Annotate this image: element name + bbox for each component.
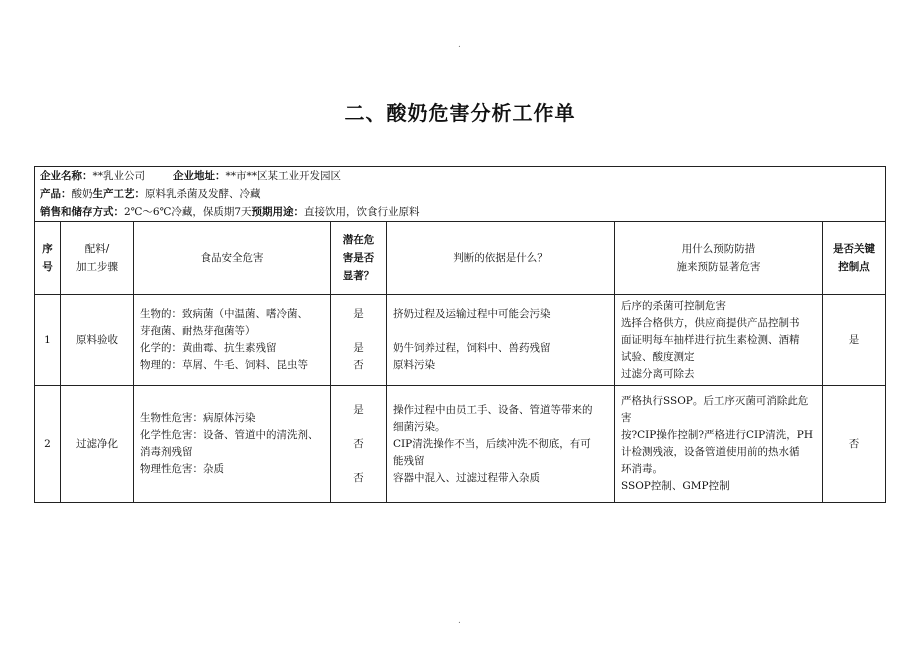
- process-value: 原料乳杀菌及发酵、冷藏: [145, 188, 261, 200]
- row2-measure-line: 严格执行SSOP。后工序灭菌可消除此危: [621, 395, 809, 407]
- header-seq-line2: 号: [42, 261, 53, 273]
- product-value: 酸奶: [71, 188, 93, 200]
- row1-hazard-line: 物理的：草屑、牛毛、饲料、昆虫等: [140, 359, 308, 371]
- row1-significant-bio: 是: [353, 308, 364, 320]
- row2-ccp: 否: [823, 386, 886, 503]
- document-title: 二、酸奶危害分析工作单: [344, 101, 576, 125]
- info-line-product: [40, 185, 880, 203]
- row1-hazard-line: 化学的：黄曲霉、抗生素残留: [140, 342, 277, 354]
- use-label: 预期用途：: [251, 206, 305, 218]
- row1-measures: [615, 295, 823, 386]
- header-seq: [35, 222, 61, 295]
- row2-measure-line: 按?CIP操作控制?严格进行CIP清洗，PH: [621, 429, 813, 441]
- row2-basis-line: 能残留: [393, 454, 425, 467]
- table-row: [35, 386, 886, 503]
- row1-basis-line: 原料污染: [393, 359, 435, 371]
- row2-hazard-line: 化学性危害：设备、管道中的清洗剂、: [140, 429, 319, 441]
- row1-hazards: [134, 295, 331, 386]
- row2-significant: [331, 386, 387, 503]
- use-value: 直接饮用，饮食行业原料: [304, 206, 420, 218]
- row2-significant-phys: 否: [353, 471, 364, 484]
- row1-measure-line: 选择合格供方，供应商提供产品控制书: [621, 316, 800, 329]
- row1-seq: 1: [35, 295, 61, 386]
- row1-significant-phys: 否: [353, 359, 364, 371]
- row2-basis: [387, 386, 615, 503]
- row1-basis-line: 挤奶过程及运输过程中可能会污染: [393, 308, 551, 320]
- process-label: 生产工艺：: [92, 188, 145, 200]
- row1-hazard-line: 芽孢菌、耐热芽孢菌等）: [140, 325, 256, 337]
- row1-step: 原料验收: [61, 295, 134, 386]
- header-significant-line2: 害是否: [342, 252, 375, 264]
- row1-significant: [331, 295, 387, 386]
- header-measure: [615, 222, 823, 295]
- row2-hazard-line: 物理性危害：杂质: [140, 463, 224, 475]
- row2-seq: 2: [35, 386, 61, 503]
- page-top-dot: .: [458, 40, 461, 50]
- header-significant-line1: 潜在危: [342, 234, 375, 246]
- header-significant: [331, 222, 387, 295]
- header-basis: 判断的依据是什么？: [387, 222, 615, 295]
- storage-value: 2℃～6℃冷藏，保质期7天: [124, 206, 252, 218]
- company-info-cell: [35, 167, 886, 222]
- row1-measure-line: 过滤分离可除去: [621, 367, 695, 380]
- row2-measures: [615, 386, 823, 503]
- header-step: [61, 222, 134, 295]
- row1-basis-line: 奶牛饲养过程，饲料中、兽药残留: [393, 342, 551, 354]
- row2-hazard-line: 生物性危害：病原体污染: [140, 412, 256, 424]
- row2-hazard-line: 消毒剂残留: [140, 446, 193, 458]
- row1-ccp: 是: [823, 295, 886, 386]
- info-line-company: [40, 167, 880, 185]
- header-hazard: 食品安全危害: [134, 222, 331, 295]
- header-step-line2: 加工步骤: [76, 261, 118, 273]
- row1-hazard-line: 生物的：致病菌（中温菌、嗜冷菌、: [140, 308, 308, 320]
- header-step-line1: 配料/: [84, 243, 110, 255]
- info-row: [35, 167, 886, 222]
- address-label: 企业地址：: [173, 170, 226, 182]
- header-ccp-line2: 控制点: [838, 261, 870, 273]
- row2-measure-line: 害: [621, 412, 632, 424]
- row1-measure-line: 面证明每车抽样进行抗生素检测、酒精: [621, 333, 800, 346]
- header-significant-line3: 显著？: [342, 270, 375, 282]
- header-row: [35, 222, 886, 295]
- row1-basis: [387, 295, 615, 386]
- header-ccp: [823, 222, 886, 295]
- row2-step: 过滤净化: [61, 386, 134, 503]
- company-value: **乳业公司: [92, 170, 145, 182]
- row2-measure-line: 环消毒。: [621, 463, 663, 475]
- row1-measure-line: 试验、酸度测定: [621, 350, 695, 363]
- hazard-analysis-table: [34, 166, 886, 503]
- table-row: [35, 295, 886, 386]
- page-bottom-dot: .: [458, 616, 461, 626]
- header-measure-line1: 用什么预防防措: [681, 243, 756, 255]
- row2-hazards: [134, 386, 331, 503]
- header-ccp-line1: 是否关键: [833, 243, 876, 255]
- row2-measure-line: 计检测残液，设备管道使用前的热水循: [621, 446, 800, 458]
- row2-basis-line: 操作过程中由员工手、设备、管道等带来的: [393, 403, 593, 416]
- address-value: **市**区某工业开发园区: [225, 170, 341, 182]
- row2-significant-chem: 否: [353, 437, 364, 450]
- header-seq-line1: 序: [42, 243, 53, 255]
- row2-basis-line: 细菌污染。: [393, 420, 446, 433]
- company-label: 企业名称：: [40, 170, 93, 182]
- storage-label: 销售和储存方式：: [40, 206, 124, 218]
- row1-measure-line: 后序的杀菌可控制危害: [621, 299, 726, 312]
- row2-measure-line: SSOP控制、GMP控制: [621, 480, 730, 492]
- row1-significant-chem: 是: [353, 342, 364, 354]
- row2-basis-line: 容器中混入、过滤过程带入杂质: [393, 471, 540, 484]
- header-measure-line2: 施来预防显著危害: [676, 261, 761, 273]
- info-line-storage: [40, 203, 880, 221]
- row2-significant-bio: 是: [353, 403, 364, 416]
- product-label: 产品：: [40, 188, 72, 200]
- row2-basis-line: CIP清洗操作不当，后续冲洗不彻底，有可: [393, 437, 591, 450]
